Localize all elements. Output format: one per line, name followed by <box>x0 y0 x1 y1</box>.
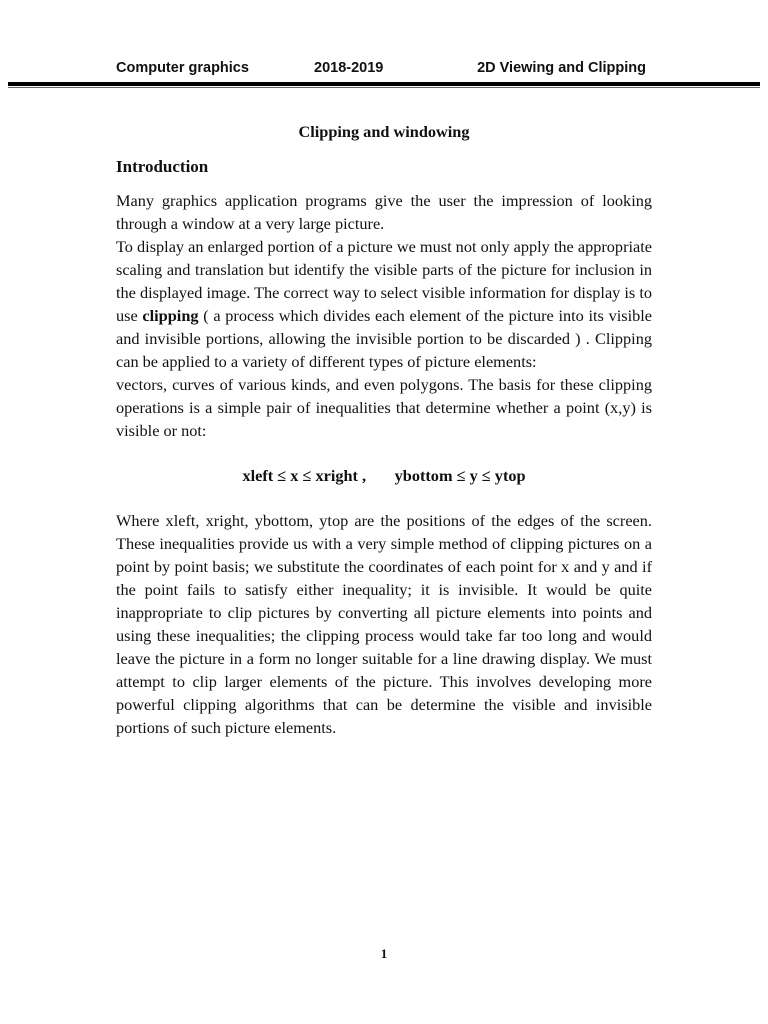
paragraph-inequalities: vectors, curves of various kinds, and even polygons. The basis for these clipping operations is a simple pair of inequalities that determine whether a point (x,y) is visible or not: <box>116 375 652 440</box>
document-title: Clipping and windowing <box>298 122 470 141</box>
paragraph-clipping <box>116 235 652 373</box>
page-header <box>116 60 646 80</box>
visibility-formula <box>116 464 652 487</box>
formula-x: xleft ≤ x ≤ xright , <box>242 466 367 485</box>
section-heading: Introduction <box>116 157 209 176</box>
clipping-term: clipping <box>142 306 199 325</box>
header-topic: 2D Viewing and Clipping <box>477 60 646 76</box>
header-rule <box>8 82 760 86</box>
paragraph-intro: Many graphics application programs give the user the impression of looking through a window at a very large picture. <box>116 191 652 233</box>
header-course: Computer graphics <box>116 60 249 76</box>
header-rule-thin <box>8 87 760 88</box>
page-number: 1 <box>380 946 388 961</box>
formula-y: ybottom ≤ y ≤ ytop <box>394 466 526 485</box>
document-body <box>116 120 652 739</box>
header-year: 2018-2019 <box>314 60 384 76</box>
paragraph-clipping-text-end: ( a process which divides each element of the picture into its visible and invisible portions, allowing the invisible portion to be discarded ) . Clipping can be applied to a variety of different types of picture elements: <box>116 306 652 371</box>
paragraph-explanation: Where xleft, xright, ybottom, ytop are the positions of the edges of the screen. These inequalities provide us with a very simple method of clipping pictures on a point by point basis; we substitute the coordinates of each point for x and y and if the point fails to satisfy either inequality; it is invisible. It would be quite inappropriate to clip pictures by converting all picture elements into points and using these inequalities; the clipping process would take far too long and would leave the picture in a form no longer suitable for a line drawing display. We must attempt to clip larger elements of the picture. This involves developing more powerful clipping algorithms that can be determine the visible and invisible portions of such picture elements. <box>116 511 652 737</box>
paragraph-clipping-text-start: To display an enlarged portion of a picture we must not only apply the appropriate scaling and translation but identify the visible parts of the picture for inclusion in the displayed image. The correct way to select visible information for display is to use <box>116 237 652 325</box>
